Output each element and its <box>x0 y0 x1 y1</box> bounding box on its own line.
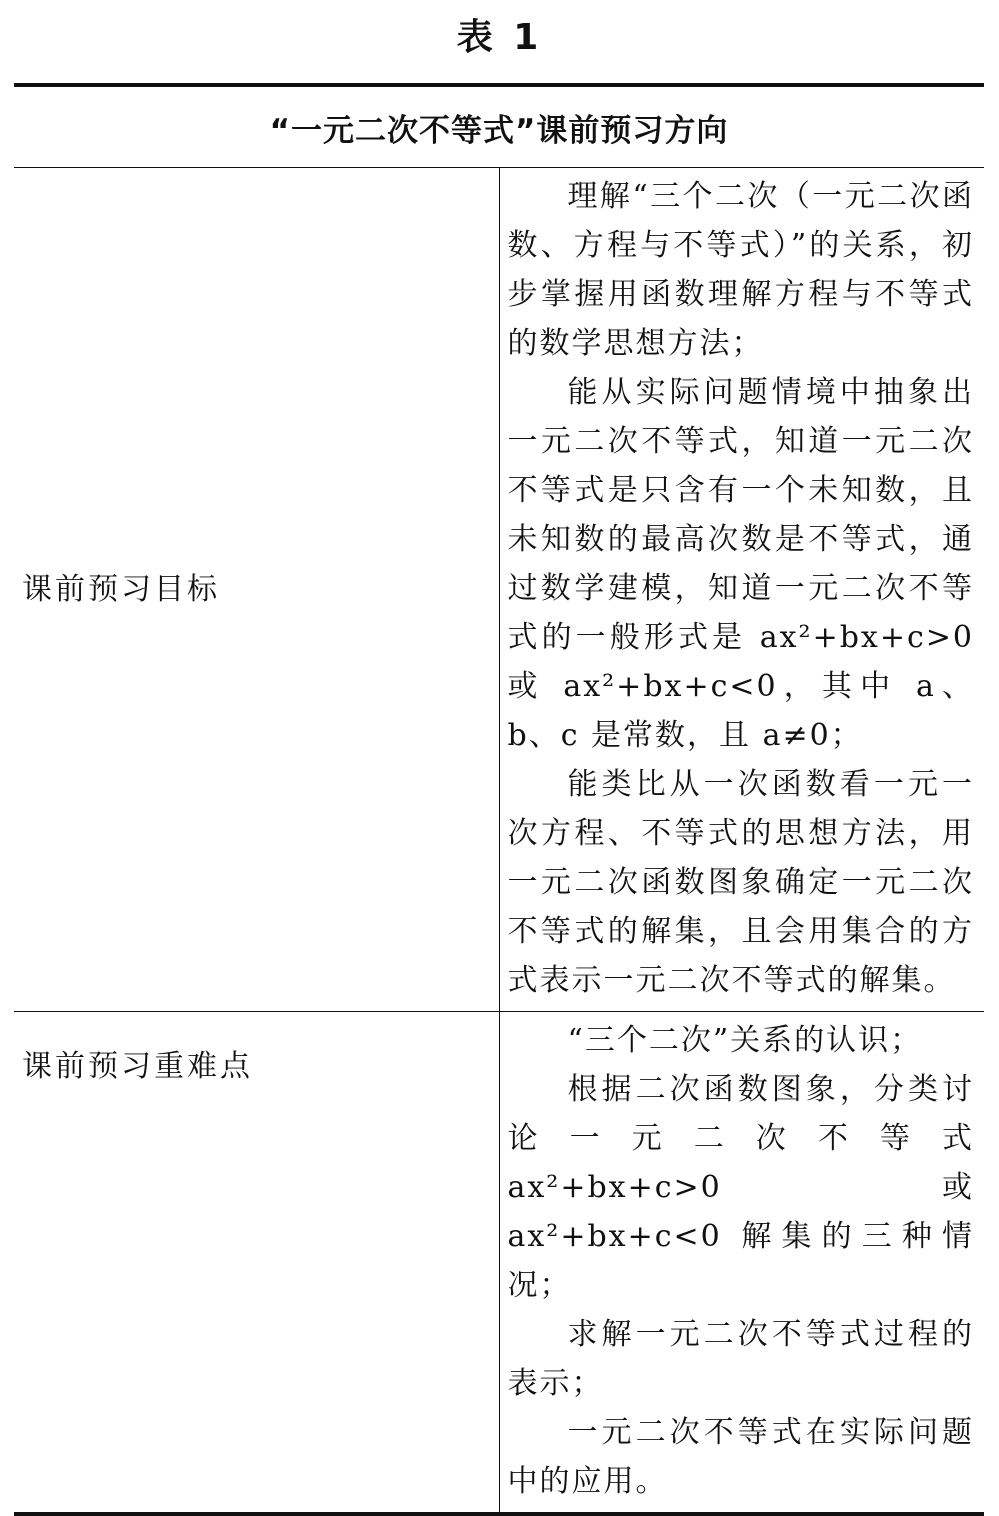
goal-paragraph-1: 理解“三个二次（一元二次函数、方程与不等式）”的关系，初步掌握用函数理解方程与不等式的数学思想方法； <box>507 179 974 361</box>
preview-direction-table <box>14 83 984 1516</box>
table-caption: 表 1 <box>456 17 543 58</box>
table-heading-row <box>14 85 984 168</box>
goal-paragraph-3: 能类比从一次函数看一元一次方程、不等式的思想方法，用一元二次函数图象确定一元二次不等式的解集，且会用集合的方式表示一元二次不等式的解集。 <box>507 767 974 998</box>
key-point-2: 根据二次函数图象，分类讨论一元二次不等式 ax²+bx+c>0 或 ax²+bx+c<0 解集的三种情况； <box>507 1072 974 1303</box>
goal-paragraph-2: 能从实际问题情境中抽象出一元二次不等式，知道一元二次不等式是只含有一个未知数，且未知数的最高次数是不等式，通过数学建模，知道一元二次不等式的一般形式是 ax²+bx+c>0 或 ax²+bx+c<0，其中 a、b、c 是常数，且 a≠0； <box>507 375 974 753</box>
table-row <box>14 168 984 1012</box>
row-label-goals: 课前预习目标 <box>14 168 499 1012</box>
key-point-1: “三个二次”关系的认识； <box>567 1023 923 1058</box>
key-point-4: 一元二次不等式在实际问题中的应用。 <box>507 1415 974 1499</box>
row-label-key-points: 课前预习重难点 <box>14 1012 499 1515</box>
table-row <box>14 1012 984 1515</box>
row-content-key-points <box>499 1012 984 1515</box>
row-content-goals <box>499 168 984 1012</box>
key-point-3: 求解一元二次不等式过程的表示； <box>507 1317 974 1401</box>
table-heading: “一元二次不等式”课前预习方向 <box>14 85 984 168</box>
